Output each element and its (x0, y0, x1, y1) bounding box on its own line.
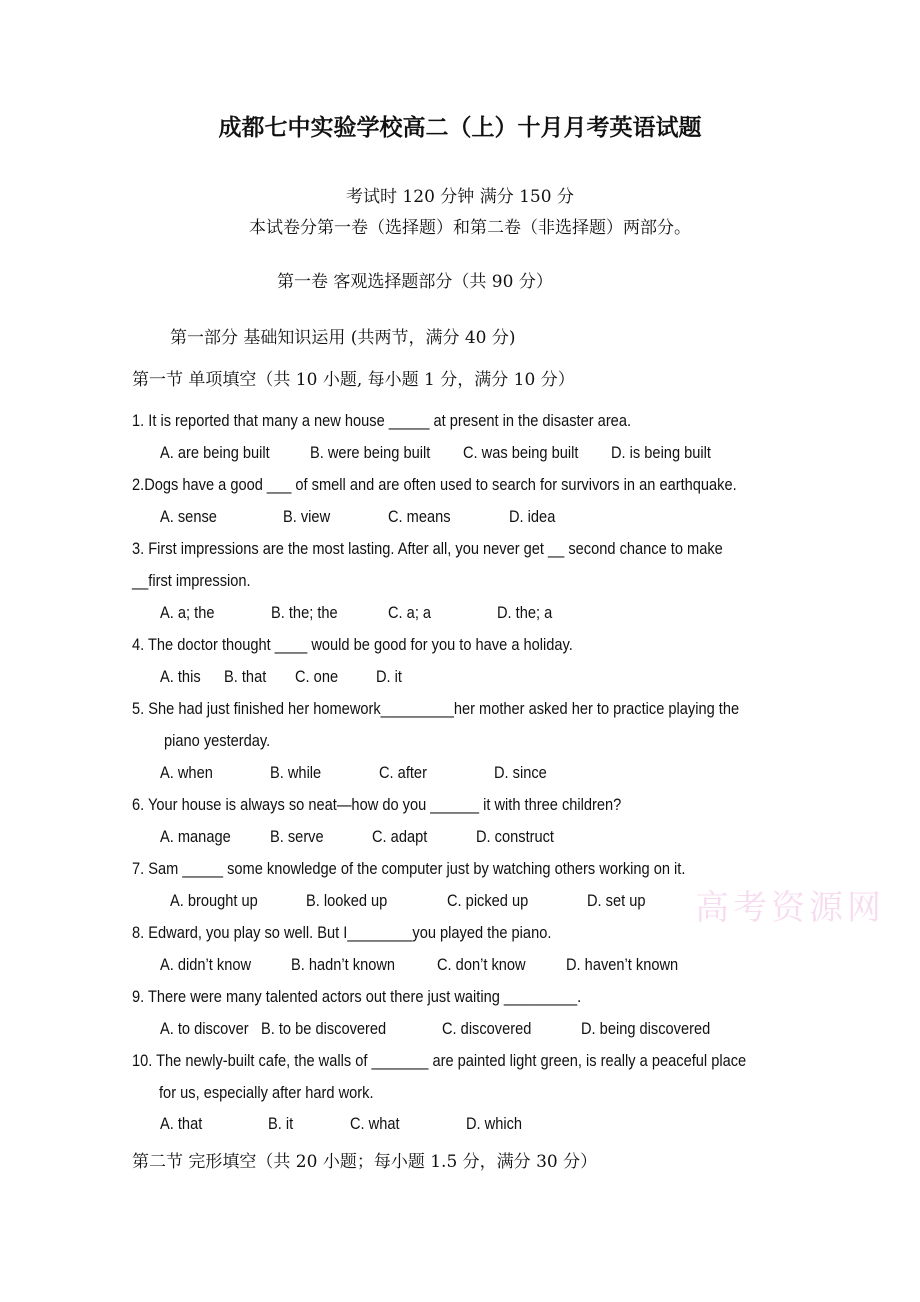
question-stem: 10. The newly-built cafe, the walls of _______ are painted light green, is really a peaceful place (132, 1051, 747, 1070)
answer-option: D. the; a (497, 603, 553, 622)
answer-option: A. this (160, 667, 201, 686)
answer-option: C. adapt (372, 827, 428, 846)
answer-option: B. were being built (310, 443, 431, 462)
answer-option: A. to discover (160, 1019, 249, 1038)
question-stem: 5. She had just finished her homework_________her mother asked her to practice playing the (132, 699, 740, 718)
answer-option: D. is being built (611, 443, 711, 462)
question-stem: 8. Edward, you play so well. But I________you played the piano. (132, 923, 552, 942)
page-title: 成都七中实验学校高二（上）十月月考英语试题 (218, 115, 702, 141)
answer-option: B. that (224, 667, 267, 686)
answer-option: A. didn’t know (160, 955, 252, 974)
answer-option: C. after (379, 763, 427, 782)
question-stem: 3. First impressions are the most lasting. After all, you never get __ second chance to make (132, 539, 723, 558)
question-stem: for us, especially after hard work. (159, 1083, 374, 1102)
question-stem: 1. It is reported that many a new house _____ at present in the disaster area. (132, 411, 632, 430)
answer-option: A. brought up (170, 891, 258, 910)
answer-option: C. picked up (447, 891, 529, 910)
answer-option: A. that (160, 1114, 203, 1133)
answer-option: D. it (376, 667, 403, 686)
section2-heading: 第二节 完形填空（共 20 小题；每小题 1.5 分，满分 30 分） (132, 1152, 598, 1172)
answer-option: B. view (283, 507, 331, 526)
section1-heading: 第一节 单项填空（共 10 小题, 每小题 1 分，满分 10 分） (132, 370, 575, 390)
answer-option: A. when (160, 763, 213, 782)
answer-option: B. serve (270, 827, 324, 846)
answer-option: B. hadn’t known (291, 955, 396, 974)
question-stem: 4. The doctor thought ____ would be good for you to have a holiday. (132, 635, 573, 654)
question-stem: 9. There were many talented actors out there just waiting _________. (132, 987, 582, 1006)
answer-option: B. it (268, 1114, 294, 1133)
exam-info: 考试时 120 分钟 满分 150 分 (346, 187, 574, 207)
answer-option: C. one (295, 667, 339, 686)
answer-option: A. are being built (160, 443, 270, 462)
question-stem: 7. Sam _____ some knowledge of the computer just by watching others working on it. (132, 859, 686, 878)
answer-option: D. which (466, 1114, 523, 1133)
question-stem: __first impression. (132, 571, 251, 590)
answer-option: D. haven’t known (566, 955, 679, 974)
answer-option: D. construct (476, 827, 555, 846)
watermark: 高考资源网 (695, 888, 885, 928)
question-stem: piano yesterday. (164, 731, 271, 750)
answer-option: B. the; the (271, 603, 338, 622)
answer-option: C. what (350, 1114, 400, 1133)
volume-heading: 第一卷 客观选择题部分（共 90 分） (277, 272, 553, 292)
answer-option: C. means (388, 507, 451, 526)
answer-option: C. was being built (463, 443, 579, 462)
answer-option: A. a; the (160, 603, 215, 622)
answer-option: D. being discovered (581, 1019, 711, 1038)
answer-option: D. set up (587, 891, 646, 910)
answer-option: D. since (494, 763, 547, 782)
answer-option: B. looked up (306, 891, 388, 910)
intro: 本试卷分第一卷（选择题）和第二卷（非选择题）两部分。 (249, 218, 691, 238)
question-stem: 6. Your house is always so neat—how do you ______ it with three children? (132, 795, 622, 814)
part-heading: 第一部分 基础知识运用 (共两节，满分 40 分) (170, 328, 516, 348)
answer-option: A. sense (160, 507, 217, 526)
question-stem: 2.Dogs have a good ___ of smell and are often used to search for survivors in an earthquake. (132, 475, 737, 494)
answer-option: C. discovered (442, 1019, 532, 1038)
answer-option: C. a; a (388, 603, 432, 622)
answer-option: B. while (270, 763, 322, 782)
answer-option: D. idea (509, 507, 556, 526)
answer-option: A. manage (160, 827, 231, 846)
answer-option: B. to be discovered (261, 1019, 387, 1038)
answer-option: C. don’t know (437, 955, 526, 974)
